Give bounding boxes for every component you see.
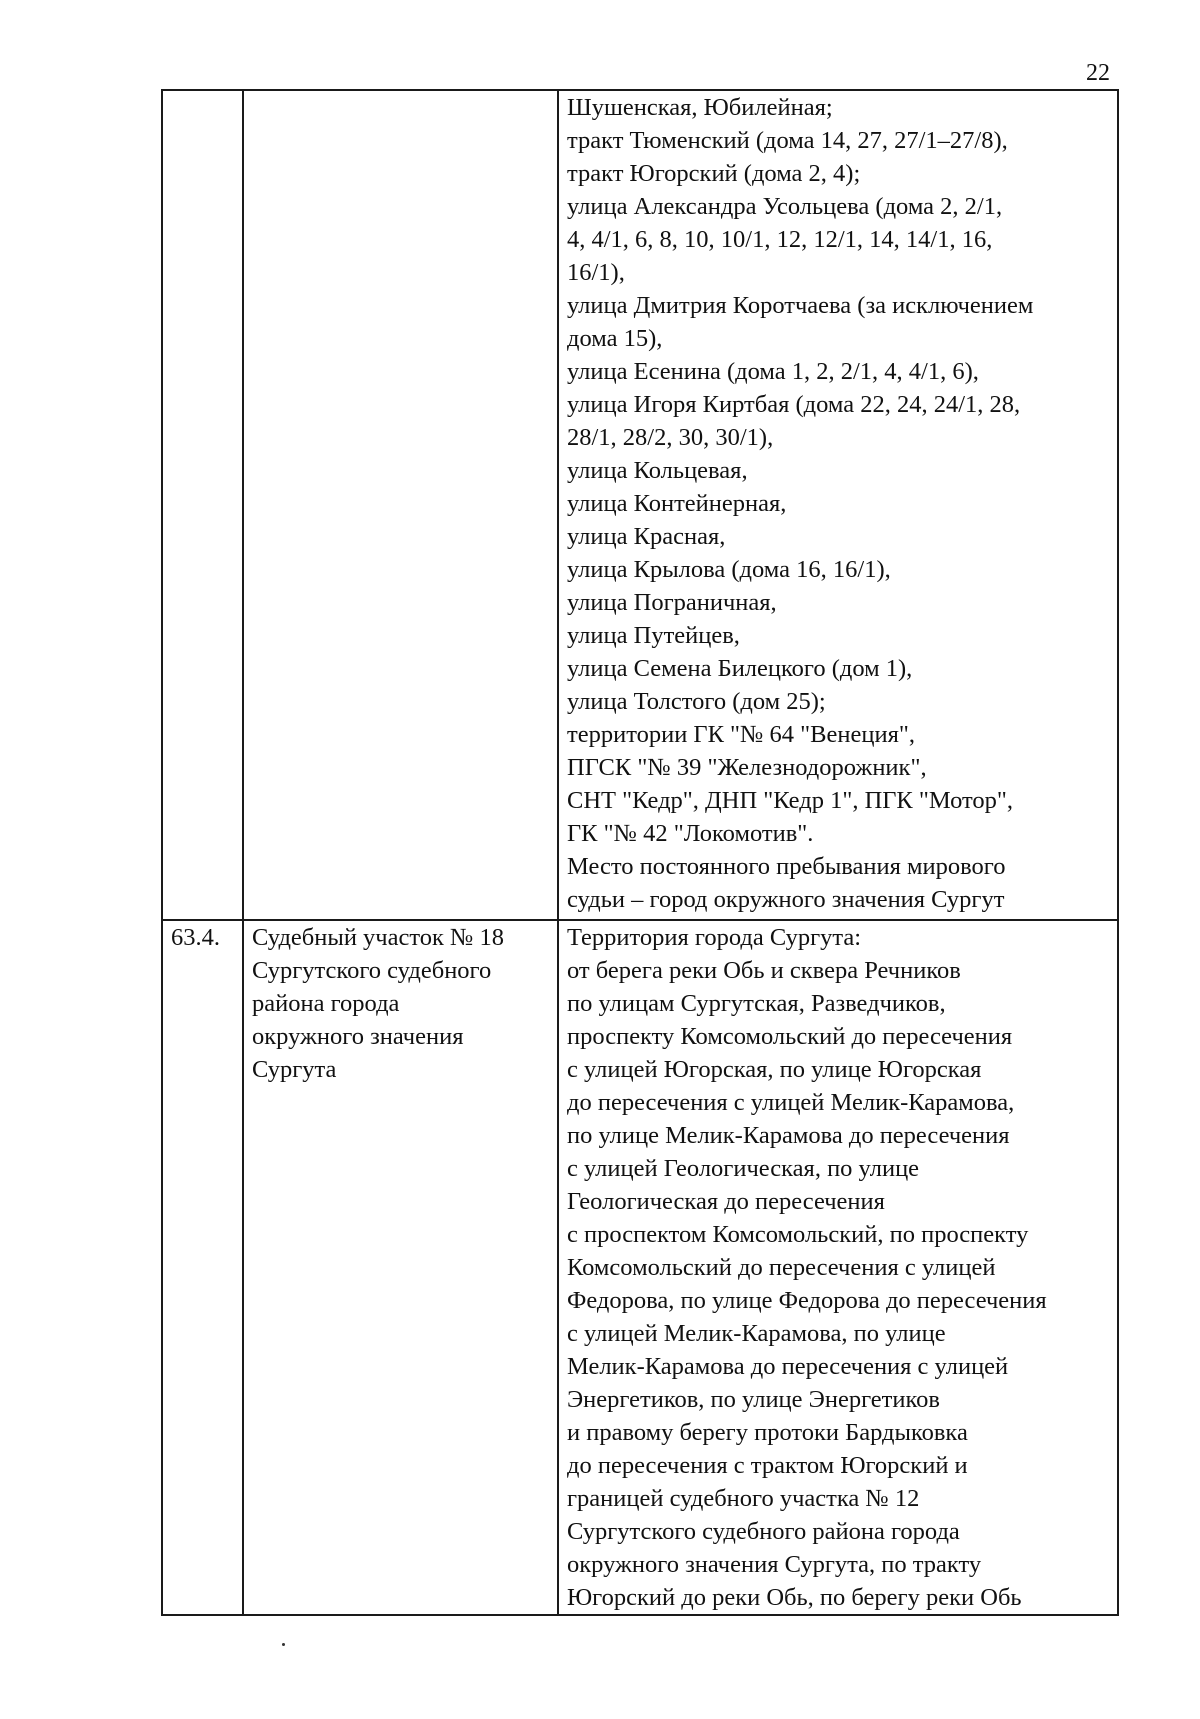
row-number-cell (162, 920, 243, 1615)
text-line: СНТ "Кедр", ДНП "Кедр 1", ПГК "Мотор", (567, 787, 1014, 814)
text-line: Мелик-Карамова до пересечения с улицей (567, 1353, 1009, 1380)
text-line: Федорова, по улице Федорова до пересечения (567, 1287, 1047, 1314)
territory-cell (558, 90, 1118, 920)
text-line: 28/1, 28/2, 30, 30/1), (567, 424, 774, 451)
text-line: с проспектом Комсомольский, по проспекту (567, 1221, 1029, 1248)
text-line: дома 15), (567, 325, 663, 352)
row-number: 63.4. (171, 924, 220, 951)
text-line: улица Красная, (567, 523, 726, 550)
text-line: с улицей Мелик-Карамова, по улице (567, 1320, 946, 1347)
row-number-cell (162, 90, 243, 920)
table-row (162, 920, 1118, 1615)
scan-speck (282, 1643, 285, 1646)
table-row (162, 90, 1118, 920)
text-line: улица Толстого (дом 25); (567, 688, 826, 715)
district-name-cell (243, 90, 558, 920)
text-line: до пересечения с улицей Мелик-Карамова, (567, 1089, 1015, 1116)
district-table (161, 89, 1119, 1616)
text-line: судьи – город окружного значения Сургут (567, 886, 1005, 913)
text-line: окружного значения Сургута, по тракту (567, 1551, 982, 1578)
text-line: улица Крылова (дома 16, 16/1), (567, 556, 891, 583)
text-line: улица Дмитрия Коротчаева (за исключением (567, 292, 1034, 319)
text-line: тракт Тюменский (дома 14, 27, 27/1–27/8), (567, 127, 1008, 154)
text-line: района города (252, 990, 400, 1017)
text-line: Судебный участок № 18 (252, 924, 505, 951)
text-line: Геологическая до пересечения (567, 1188, 885, 1215)
text-line: до пересечения с трактом Югорский и (567, 1452, 968, 1479)
text-line: Энергетиков, по улице Энергетиков (567, 1386, 940, 1413)
page-number: 22 (1086, 60, 1110, 86)
text-line: Шушенская, Юбилейная; (567, 94, 833, 121)
text-line: улица Есенина (дома 1, 2, 2/1, 4, 4/1, 6), (567, 358, 979, 385)
district-name-cell (243, 920, 558, 1615)
text-line: ГК "№ 42 "Локомотив". (567, 820, 814, 847)
territory-cell (558, 920, 1118, 1615)
text-line: и правому берегу протоки Бардыковка (567, 1419, 968, 1446)
text-line: улица Семена Билецкого (дом 1), (567, 655, 913, 682)
text-line: Место постоянного пребывания мирового (567, 853, 1006, 880)
text-line: ПГСК "№ 39 "Железнодорожник", (567, 754, 927, 781)
text-line: границей судебного участка № 12 (567, 1485, 920, 1512)
text-line: от берега реки Обь и сквера Речников (567, 957, 961, 984)
text-line: по улицам Сургутская, Разведчиков, (567, 990, 946, 1017)
text-line: улица Александра Усольцева (дома 2, 2/1, (567, 193, 1003, 220)
text-line: проспекту Комсомольский до пересечения (567, 1023, 1013, 1050)
text-line: Территория города Сургута: (567, 924, 862, 951)
text-line: 4, 4/1, 6, 8, 10, 10/1, 12, 12/1, 14, 14/1, 16, (567, 226, 993, 253)
text-line: Югорский до реки Обь, по берегу реки Обь (567, 1584, 1022, 1611)
text-line: улица Кольцевая, (567, 457, 748, 484)
text-line: улица Пограничная, (567, 589, 777, 616)
text-line: Комсомольский до пересечения с улицей (567, 1254, 996, 1281)
text-line: окружного значения (252, 1023, 464, 1050)
text-line: улица Игоря Киртбая (дома 22, 24, 24/1, 28, (567, 391, 1021, 418)
text-line: тракт Югорский (дома 2, 4); (567, 160, 861, 187)
text-line: улица Контейнерная, (567, 490, 787, 517)
text-line: улица Путейцев, (567, 622, 740, 649)
text-line: с улицей Югорская, по улице Югорская (567, 1056, 982, 1083)
text-line: территории ГК "№ 64 "Венеция", (567, 721, 916, 748)
text-line: с улицей Геологическая, по улице (567, 1155, 920, 1182)
text-line: Сургутского судебного района города (567, 1518, 960, 1545)
text-line: Сургутского судебного (252, 957, 492, 984)
text-line: по улице Мелик-Карамова до пересечения (567, 1122, 1010, 1149)
text-line: Сургута (252, 1056, 337, 1083)
text-line: 16/1), (567, 259, 625, 286)
